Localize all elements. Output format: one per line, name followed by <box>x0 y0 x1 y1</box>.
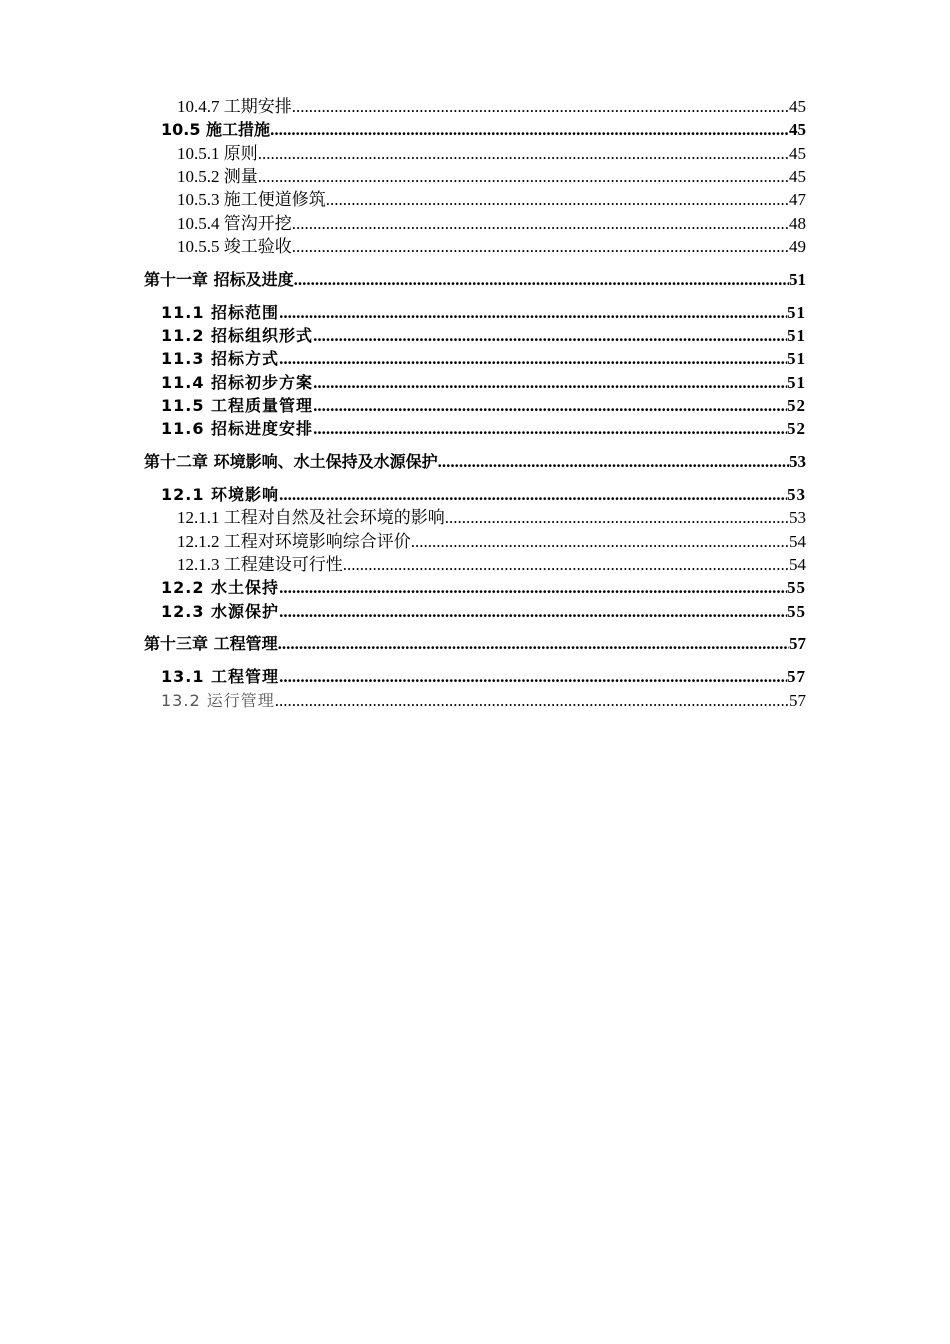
dot-leader <box>275 691 789 711</box>
toc-entry-page: 53 <box>789 452 806 471</box>
toc-entry-page: 57 <box>789 691 806 710</box>
toc-entry-page: 53 <box>789 508 806 527</box>
dot-leader <box>326 190 789 210</box>
toc-chapter-entry[interactable] <box>144 631 806 654</box>
dot-leader <box>279 578 787 598</box>
toc-entry[interactable] <box>177 529 806 552</box>
toc-entry-title: 10.5 施工措施 <box>161 120 271 139</box>
toc-entry-page: 45 <box>789 144 806 163</box>
toc-entry[interactable] <box>161 346 806 369</box>
toc-entry-title: 11.3 招标方式 <box>161 349 280 368</box>
dot-leader <box>411 532 789 552</box>
toc-entry[interactable] <box>161 664 806 687</box>
toc-entry-title: 10.4.7 工期安排 <box>177 97 292 116</box>
toc-entry[interactable] <box>177 164 806 187</box>
dot-leader <box>292 237 789 257</box>
dot-leader <box>438 452 789 472</box>
toc-entry[interactable] <box>161 323 806 346</box>
toc-entry-page: 53 <box>787 485 806 504</box>
toc-entry[interactable] <box>161 117 806 140</box>
toc-entry-title: 10.5.2 测量 <box>177 167 258 186</box>
toc-entry-title: 11.5 工程质量管理 <box>161 396 314 415</box>
toc-entry-title: 13.2 运行管理 <box>161 691 275 710</box>
toc-entry[interactable] <box>161 393 806 416</box>
toc-entry[interactable] <box>177 187 806 210</box>
dot-leader <box>313 373 787 393</box>
dot-leader <box>294 270 789 290</box>
toc-entry-title: 12.1.3 工程建设可行性 <box>177 555 343 574</box>
toc-entry[interactable] <box>177 505 806 528</box>
toc-entry[interactable] <box>161 599 806 622</box>
toc-entry[interactable] <box>161 575 806 598</box>
dot-leader <box>279 303 787 323</box>
toc-entry[interactable] <box>177 94 806 117</box>
toc-entry[interactable] <box>161 482 806 505</box>
toc-entry-page: 51 <box>787 373 806 392</box>
toc-entry[interactable] <box>161 300 806 323</box>
toc-entry-page: 47 <box>789 190 806 209</box>
toc-entry-page: 55 <box>787 602 806 621</box>
toc-entry[interactable] <box>161 370 806 393</box>
dot-leader <box>292 214 789 234</box>
toc-entry[interactable] <box>177 211 806 234</box>
toc-entry-title: 12.3 水源保护 <box>161 602 280 621</box>
toc-entry-title: 第十一章 招标及进度 <box>144 270 294 289</box>
dot-leader <box>343 555 789 575</box>
toc-entry-page: 55 <box>787 578 806 597</box>
toc-entry[interactable] <box>161 416 806 439</box>
toc-entry-page: 54 <box>789 532 806 551</box>
toc-entry-title: 10.5.5 竣工验收 <box>177 237 292 256</box>
toc-entry-title: 11.1 招标范围 <box>161 303 280 322</box>
toc-entry-page: 51 <box>789 270 806 289</box>
toc-entry-page: 51 <box>787 303 806 322</box>
toc-entry[interactable] <box>161 688 806 711</box>
toc-entry-title: 11.2 招标组织形式 <box>161 326 314 345</box>
toc-entry-page: 45 <box>789 167 806 186</box>
toc-entry[interactable] <box>177 141 806 164</box>
toc-entry-title: 10.5.3 施工便道修筑 <box>177 190 326 209</box>
toc-entry-title: 12.1.1 工程对自然及社会环境的影响 <box>177 508 445 527</box>
toc-entry-page: 57 <box>789 634 806 653</box>
toc-entry-title: 10.5.4 管沟开挖 <box>177 214 292 233</box>
toc-entry-page: 54 <box>789 555 806 574</box>
toc-entry-title: 12.1 环境影响 <box>161 485 280 504</box>
toc-chapter-entry[interactable] <box>144 449 806 472</box>
toc-entry-page: 51 <box>787 349 806 368</box>
toc-entry-title: 12.1.2 工程对环境影响综合评价 <box>177 532 411 551</box>
toc-entry-title: 10.5.1 原则 <box>177 144 258 163</box>
dot-leader <box>313 419 787 439</box>
toc-entry-page: 52 <box>787 396 806 415</box>
toc-entry-title: 第十二章 环境影响、水土保持及水源保护 <box>144 452 438 471</box>
dot-leader <box>270 120 789 140</box>
toc-entry-page: 45 <box>789 97 806 116</box>
dot-leader <box>279 485 787 505</box>
toc-entry-page: 51 <box>787 326 806 345</box>
dot-leader <box>278 634 789 654</box>
toc-entry-title: 第十三章 工程管理 <box>144 634 278 653</box>
toc-entry-title: 13.1 工程管理 <box>161 667 280 686</box>
toc-entry-title: 11.6 招标进度安排 <box>161 419 314 438</box>
dot-leader <box>313 396 787 416</box>
dot-leader <box>258 167 789 187</box>
dot-leader <box>445 508 789 528</box>
dot-leader <box>292 97 789 117</box>
dot-leader <box>279 602 787 622</box>
dot-leader <box>313 326 787 346</box>
toc-entry-title: 11.4 招标初步方案 <box>161 373 314 392</box>
dot-leader <box>279 667 787 687</box>
toc-entry[interactable] <box>177 234 806 257</box>
toc-entry-page: 48 <box>789 214 806 233</box>
toc-chapter-entry[interactable] <box>144 267 806 290</box>
toc-entry-title: 12.2 水土保持 <box>161 578 280 597</box>
dot-leader <box>258 144 789 164</box>
toc-entry-page: 49 <box>789 237 806 256</box>
dot-leader <box>279 349 787 369</box>
toc-entry-page: 45 <box>789 120 806 139</box>
toc-entry[interactable] <box>177 552 806 575</box>
toc-entry-page: 52 <box>787 419 806 438</box>
toc-entry-page: 57 <box>787 667 806 686</box>
